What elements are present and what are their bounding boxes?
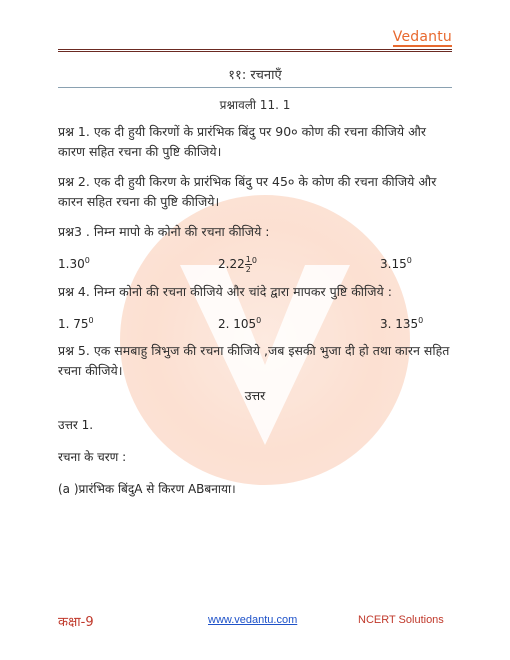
q3-option-1: 1.30$^0$: [58, 256, 90, 271]
footer-website-link[interactable]: www.vedantu.com: [208, 614, 298, 626]
question-4-options: [58, 312, 452, 333]
footer-class-label: कक्षा-9: [58, 615, 94, 630]
title-divider: [58, 87, 452, 88]
question-1: प्रश्न 1. एक दी हुयी किरणों के प्रारंभिक बिंदु पर 90० कोण की रचना कीजिये और कारण सहित रचना की पुष्टि कीजिये।: [58, 124, 426, 159]
document-body: [58, 122, 452, 512]
vedantu-logo: Vedantu: [392, 29, 452, 45]
q3-option-2: 2.22 $\frac{1}{2}$ $^0$: [218, 255, 257, 274]
q4-option-2: 2. $105^0$: [218, 316, 262, 331]
exercise-title: प्रश्नावली 11. 1: [219, 98, 291, 112]
q3-option-3: 3.15$^0$: [380, 256, 412, 271]
header-divider: [58, 49, 452, 50]
question-3-options: [58, 252, 452, 274]
fraction: $\frac{1}{2}$: [245, 255, 251, 274]
question-4: प्रश्न 4. निम्न कोनो की रचना कीजिये और चांदे द्वारा मापकर पुष्टि कीजिये :: [58, 284, 392, 299]
construction-step-a: (a )प्रारंभिक बिंदुA से किरण ABबनाया।: [58, 482, 236, 496]
answer-1-label: उत्तर 1.: [58, 418, 94, 432]
question-5: प्रश्न 5. एक समबाहु त्रिभुज की रचना कीजिये ,जब इसकी भुजा दी हो तथा कारन सहित रचना कीजिये।: [58, 343, 450, 378]
footer-series-label: NCERT Solutions: [358, 614, 444, 626]
construction-steps-label: रचना के चरण :: [58, 450, 127, 464]
q4-option-3: 3. $135^0$: [380, 316, 424, 331]
q4-option-1: 1. $75^0$: [58, 316, 94, 331]
chapter-title: ११: रचनाएँ: [228, 68, 282, 83]
header-divider-secondary: [58, 51, 452, 52]
question-3: प्रश्न3 . निम्न मापो के कोनो की रचना कीजिये :: [58, 224, 270, 239]
question-2: प्रश्न 2. एक दी हुयी किरण के प्रारंभिक बिंदु पर 45० के कोण की रचना कीजिये और कारन सहित रचना की पुष्टि कीजिये।: [58, 174, 437, 209]
answer-heading: उत्तर: [244, 388, 266, 403]
